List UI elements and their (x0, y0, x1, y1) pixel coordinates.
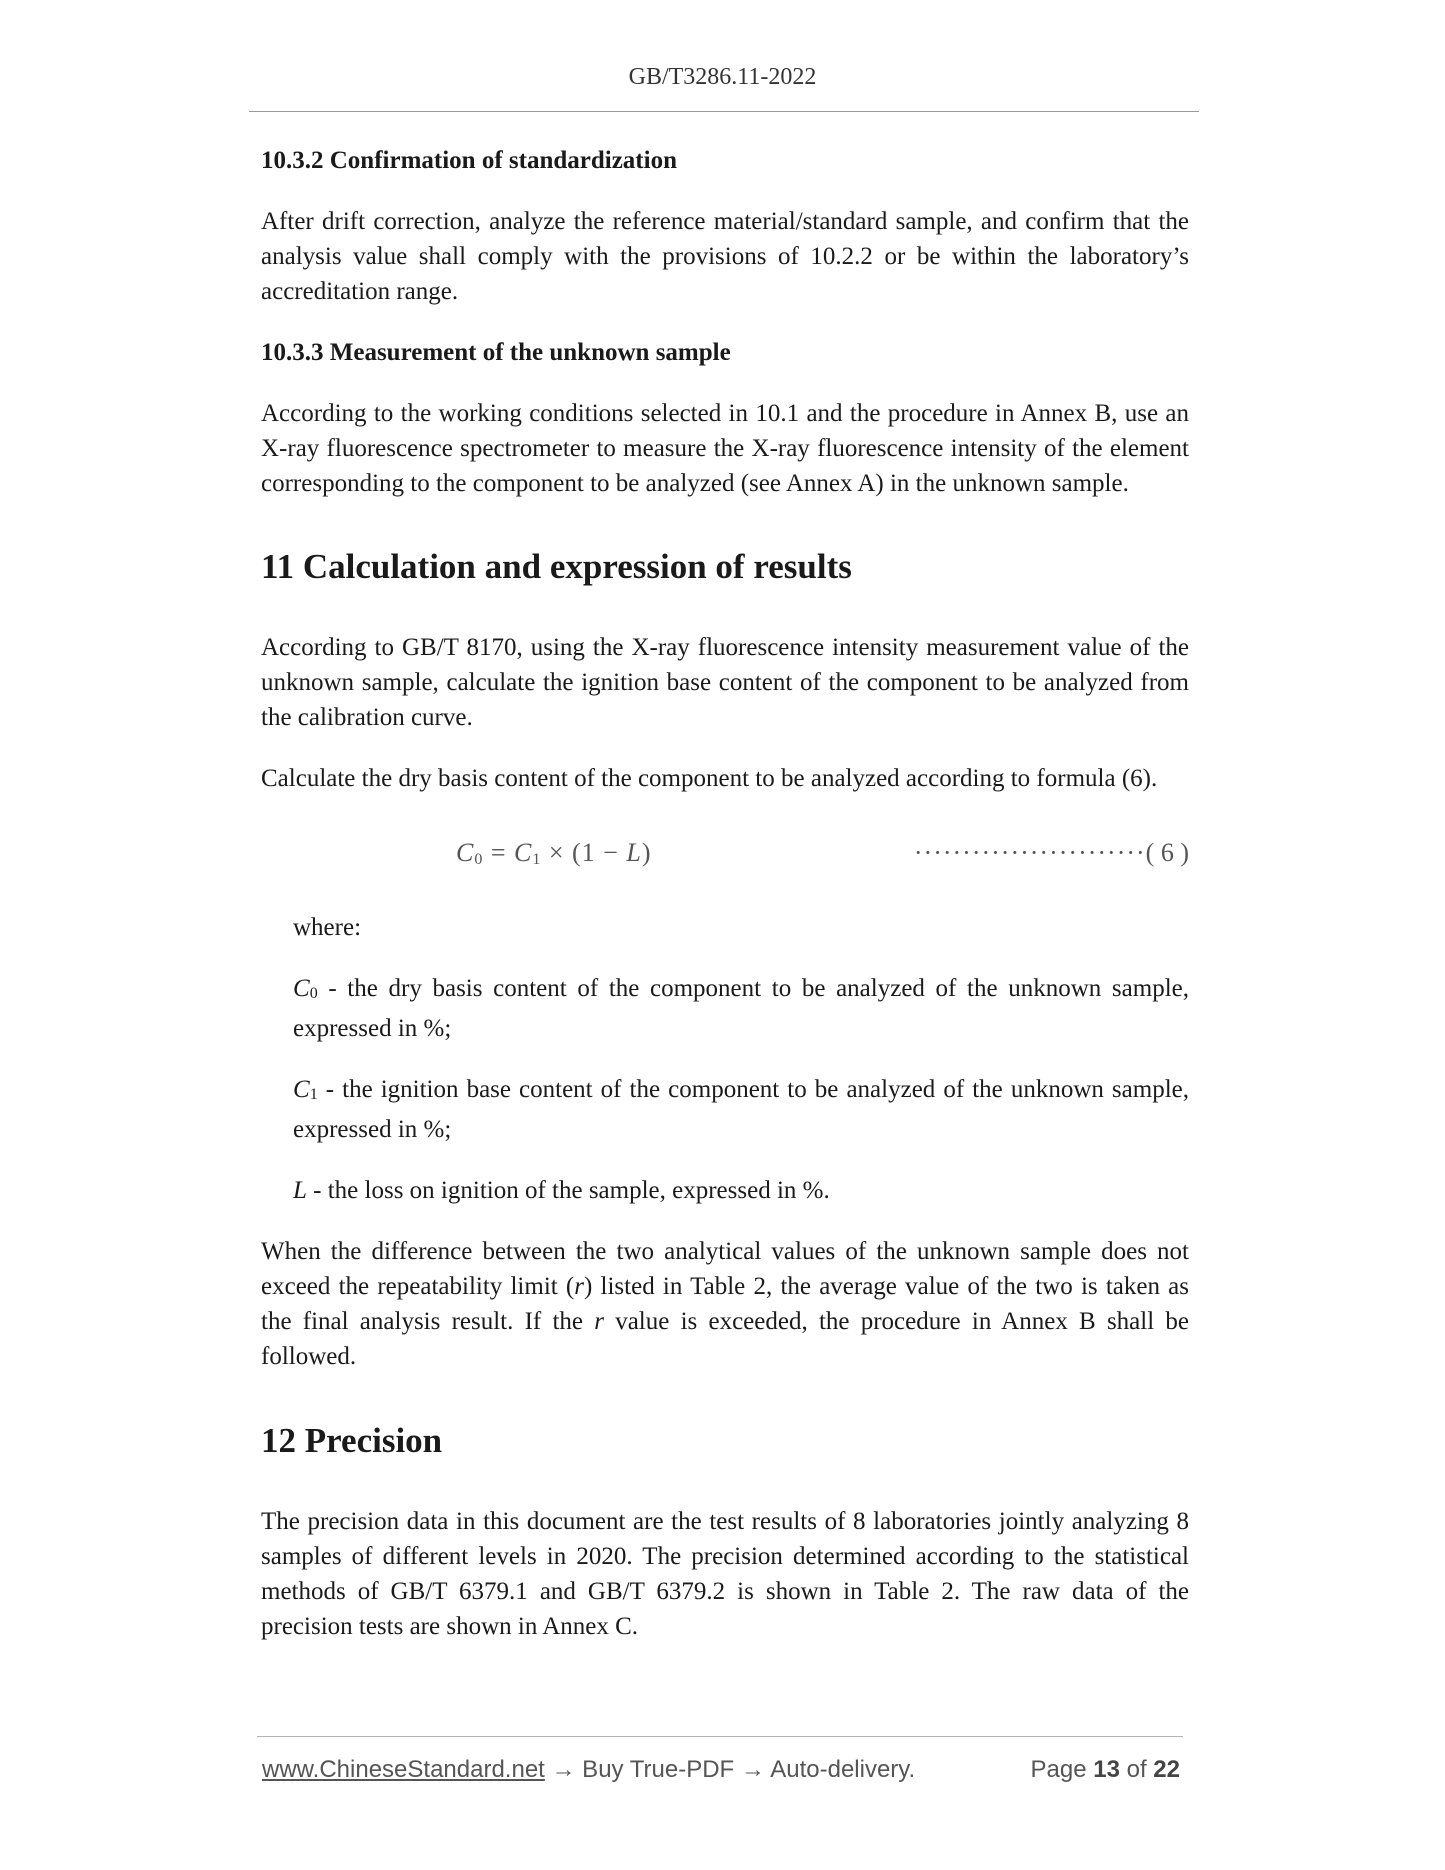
section-11-paragraph-1: According to GB/T 8170, using the X-ray fluorescence intensity measurement value of the unknown sample, calculate the ignition base content of the component to be analyzed from the calibration curve. (261, 634, 1189, 731)
page-indicator: Page 13 of 22 (1030, 1756, 1180, 1783)
section-10-3-2-heading: 10.3.2 Confirmation of standardization (261, 147, 677, 174)
page-header-doc-id: GB/T3286.11-2022 (628, 64, 817, 90)
where-label: where: (293, 914, 362, 941)
variable-definition-c1: $C_1$ - the ignition base content of the component to be analyzed of the unknown sample, expressed in %; (293, 1076, 1189, 1143)
footer-promo-text: → Buy True-PDF → Auto-delivery. (544, 1756, 916, 1783)
section-11-paragraph-3: When the difference between the two analytical values of the unknown sample does not exceed the repeatability limit (r) listed in Table 2, the average value of the two is taken as the final analysis result. If the r value is exceeded, the procedure in Annex B shall be followed. (261, 1238, 1190, 1370)
current-page-number: 13 (1093, 1756, 1120, 1783)
section-10-3-3-heading: 10.3.3 Measurement of the unknown sample (261, 339, 731, 366)
formula-expression: $C_0 = C_1 \times (1 - L)$ (456, 838, 652, 868)
total-pages-number: 22 (1153, 1756, 1180, 1783)
header-divider (249, 111, 1199, 112)
formula-number: ························( 6 ) (913, 838, 1189, 867)
document-body (261, 144, 1189, 1644)
section-12-paragraph: The precision data in this document are the test results of 8 laboratories jointly analyzing 8 samples of different levels in 2020. The precision determined according to the statistical methods of GB/T 6379.1 and GB/T 6379.2 is shown in Table 2. The raw data of the precision tests are shown in Annex C. (261, 1508, 1189, 1640)
section-12-heading: 12 Precision (261, 1421, 443, 1460)
footer-divider (257, 1736, 1183, 1737)
section-10-3-3-paragraph: According to the working conditions selected in 10.1 and the procedure in Annex B, use an X-ray fluorescence spectrometer to measure the X-ray fluorescence intensity of the element corresponding to the component to be analyzed (see Annex A) in the unknown sample. (261, 400, 1189, 497)
variable-definition-c0: $C_0$ - the dry basis content of the component to be analyzed of the unknown sample, expressed in %; (293, 975, 1189, 1042)
section-11-paragraph-2: Calculate the dry basis content of the component to be analyzed according to formula (6). (261, 765, 1158, 792)
page-footer (262, 1756, 1180, 1784)
site-link[interactable]: www.ChineseStandard.net (262, 1756, 545, 1783)
section-10-3-2-paragraph: After drift correction, analyze the reference material/standard sample, and confirm that the analysis value shall comply with the provisions of 10.2.2 or be within the laboratory’s accreditation range. (261, 208, 1189, 305)
section-11-heading: 11 Calculation and expression of results (261, 547, 852, 586)
formula-6 (261, 834, 1189, 874)
variable-definition-l: L - the loss on ignition of the sample, expressed in %. (293, 1177, 830, 1204)
